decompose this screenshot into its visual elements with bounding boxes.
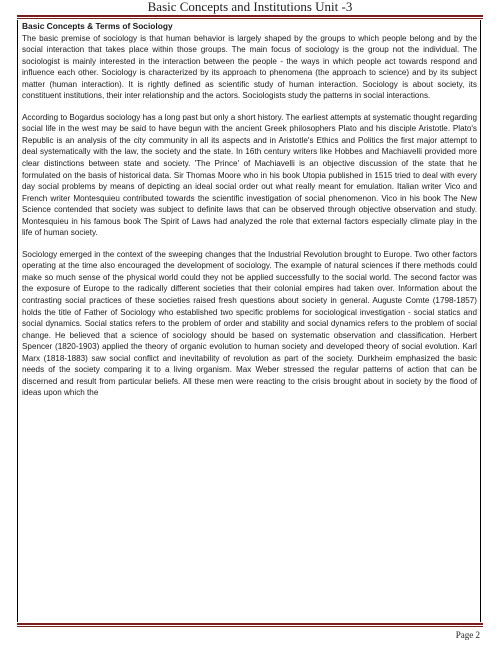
paragraph-history: According to Bogardus sociology has a long past but only a short history. The earliest attempts at systematic thought regarding social life in the west may be said to have begun with the ancient Greek philosophers Plato and his disciple Aristotle. Plato's Republic is an analysis of the city community in all its aspects and in Aristotle's Ethics and Politics the first major attempt to deal systematically with the law, the society and the state. In 16th century writers like Hobbes and Machiavelli provided more clear distinctions between state and society. 'The Prince' of Machiavelli is an objective discussion of the state that he formulated on the basis of historical data. Sir Thomas Moore who in his book Utopia published in 1515 tried to deal with every day social problems by means of depicting an ideal social order out what really meant for emulation. Italian writer Vico and French writer Montesquieu contributed towards the scientific investigation of social phenomenon. Vico in his book The New Science contended that society was subject to definite laws that can be observed through objective observation and study. Montesquieu in his famous book The Spirit of Laws had analyzed the role that external factors especially climate play in the life of human society.	[22, 112, 477, 238]
footer-rule	[17, 623, 483, 625]
section-heading: Basic Concepts & Terms of Sociology	[22, 21, 173, 31]
header-rule-thin	[17, 18, 483, 19]
running-header-title: Basic Concepts and Institutions Unit -3	[147, 0, 353, 14]
header-rule	[17, 15, 483, 17]
footer-rule-thin	[17, 626, 483, 627]
document-body	[22, 21, 477, 409]
page-number: Page 2	[455, 630, 480, 640]
paragraph-emergence: Sociology emerged in the context of the sweeping changes that the Industrial Revolution brought to Europe. Two other factors operating at the time also encouraged the development of sociology. The example of natural sciences if there methods could make so much sense of the physical world could they not be applied successfully to the social world. The second factor was the exposure of Europe to the radically different societies that their colonial empires had taken over. Information about the contrasting social practices of these societies raised fresh questions about society in general. Auguste Comte (1798-1857) holds the title of Father of Sociology who established two specific problems for sociological investigation - social statics and social dynamics. Social statics refers to the problem of order and stability and social dynamics refers to the problem of social change. He believed that a science of sociology should be based on systematic observation and classification. Herbert Spencer (1820-1903) applied the theory of organic evolution to human society and developed theory of social evolution. Karl Marx (1818-1883) saw social conflict and inevitability of revolution as part of the society. Durkheim emphasized the basic needs of the society comparing it to a living organism. Max Weber stressed the regular patterns of action that can be discerned and result from particular beliefs. All these men were reacting to the crisis brought about in society by the flood of ideas upon which the	[22, 249, 477, 398]
paragraph-intro: The basic premise of sociology is that human behavior is largely shaped by the groups to which people belong and by the social interaction that takes place within those groups. The main focus of sociology is the group not the individual. The sociologist is mainly interested in the interaction between the people - the ways in which people act towards respond and influence each other. Sociology is characterized by its approach to phenomena (the approach to science) and by its subject matter (human interaction). It is rightly defined as scientific study of human interaction. Sociology is about society, its constituent institutions, their inter relationship and the actors. Sociologists study the patterns in social interactions.	[22, 33, 477, 101]
